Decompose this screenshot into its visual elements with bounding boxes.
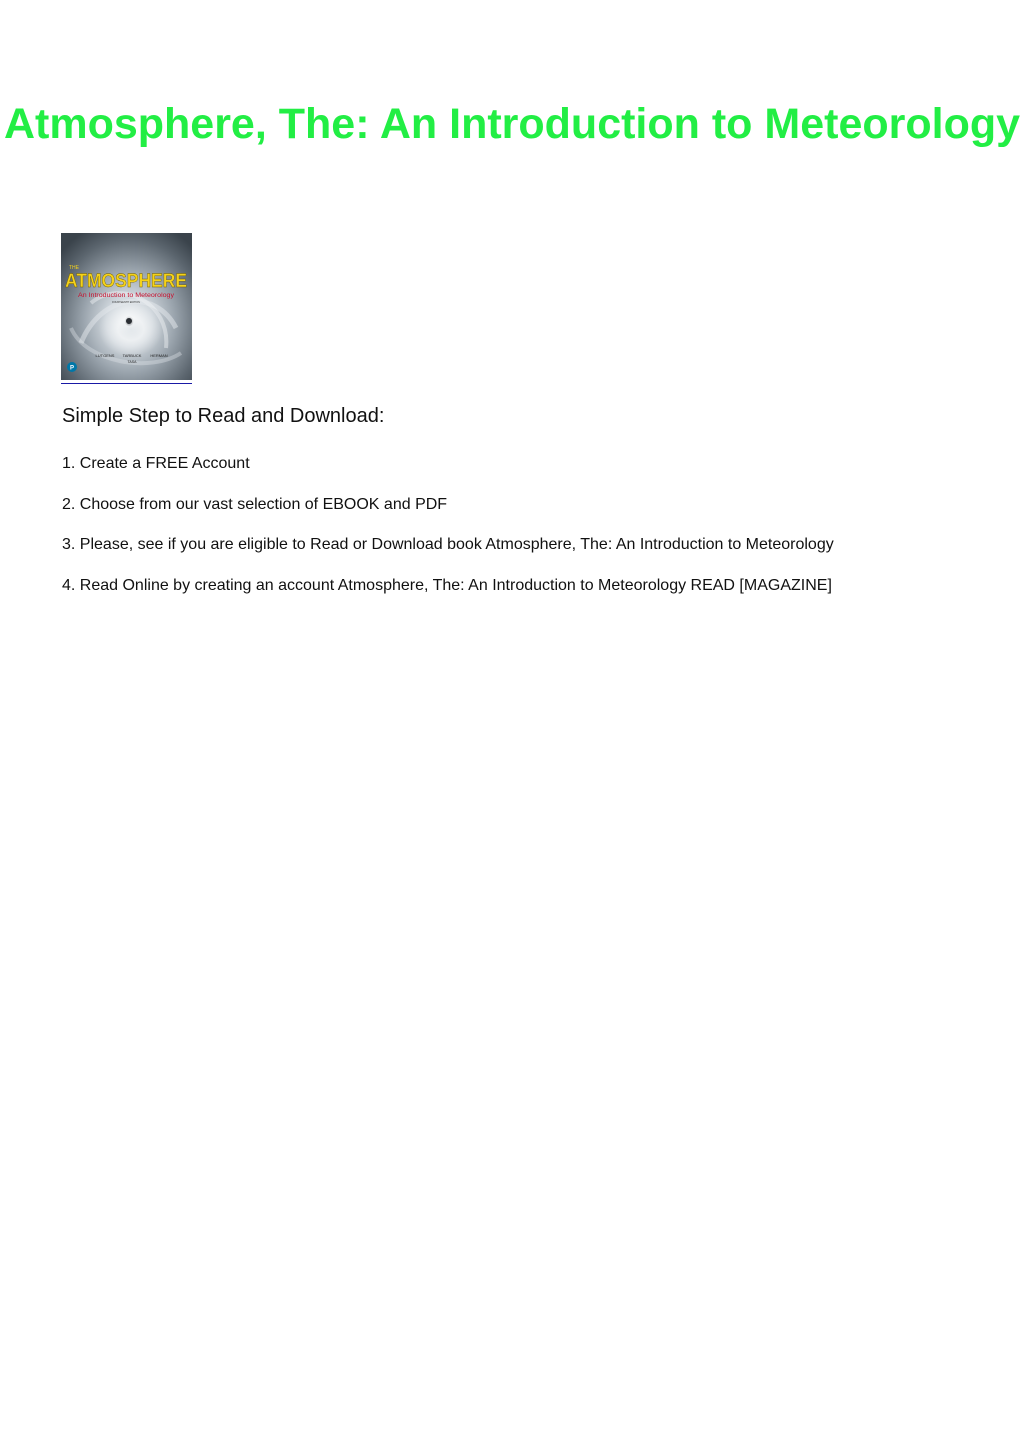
pearson-logo-icon — [67, 362, 77, 372]
cover-author-2: TARBUCK — [122, 353, 142, 358]
cover-subtitle: An Introduction to Meteorology — [78, 293, 174, 299]
page-title: Atmosphere, The: An Introduction to Meteorology — [3, 100, 1021, 148]
cover-author-1: LUTGENS — [95, 353, 115, 358]
book-cover-image — [61, 233, 192, 380]
book-cover-link[interactable] — [61, 233, 192, 384]
step-item-3: 3. Please, see if you are eligible to Read or Download book Atmosphere, The: An Introduction to Meteorology — [62, 536, 834, 553]
svg-text:P: P — [69, 365, 75, 372]
cover-edition: FOURTEENTH EDITION — [112, 301, 140, 304]
cover-brand: ATMOSPHERE — [65, 271, 187, 292]
step-item-4: 4. Read Online by creating an account Atmosphere, The: An Introduction to Meteorology READ [MAGAZINE] — [62, 576, 832, 594]
step-item-1: 1. Create a FREE Account — [62, 455, 250, 472]
cover-brand-small: THE — [69, 265, 79, 271]
steps-heading: Simple Step to Read and Download: — [62, 405, 385, 427]
step-item-2: 2. Choose from our vast selection of EBOOK and PDF — [62, 495, 448, 513]
cover-illustrator: TASA — [127, 360, 137, 364]
cover-author-3: HERMAN — [150, 353, 168, 358]
steps-list — [62, 454, 834, 616]
